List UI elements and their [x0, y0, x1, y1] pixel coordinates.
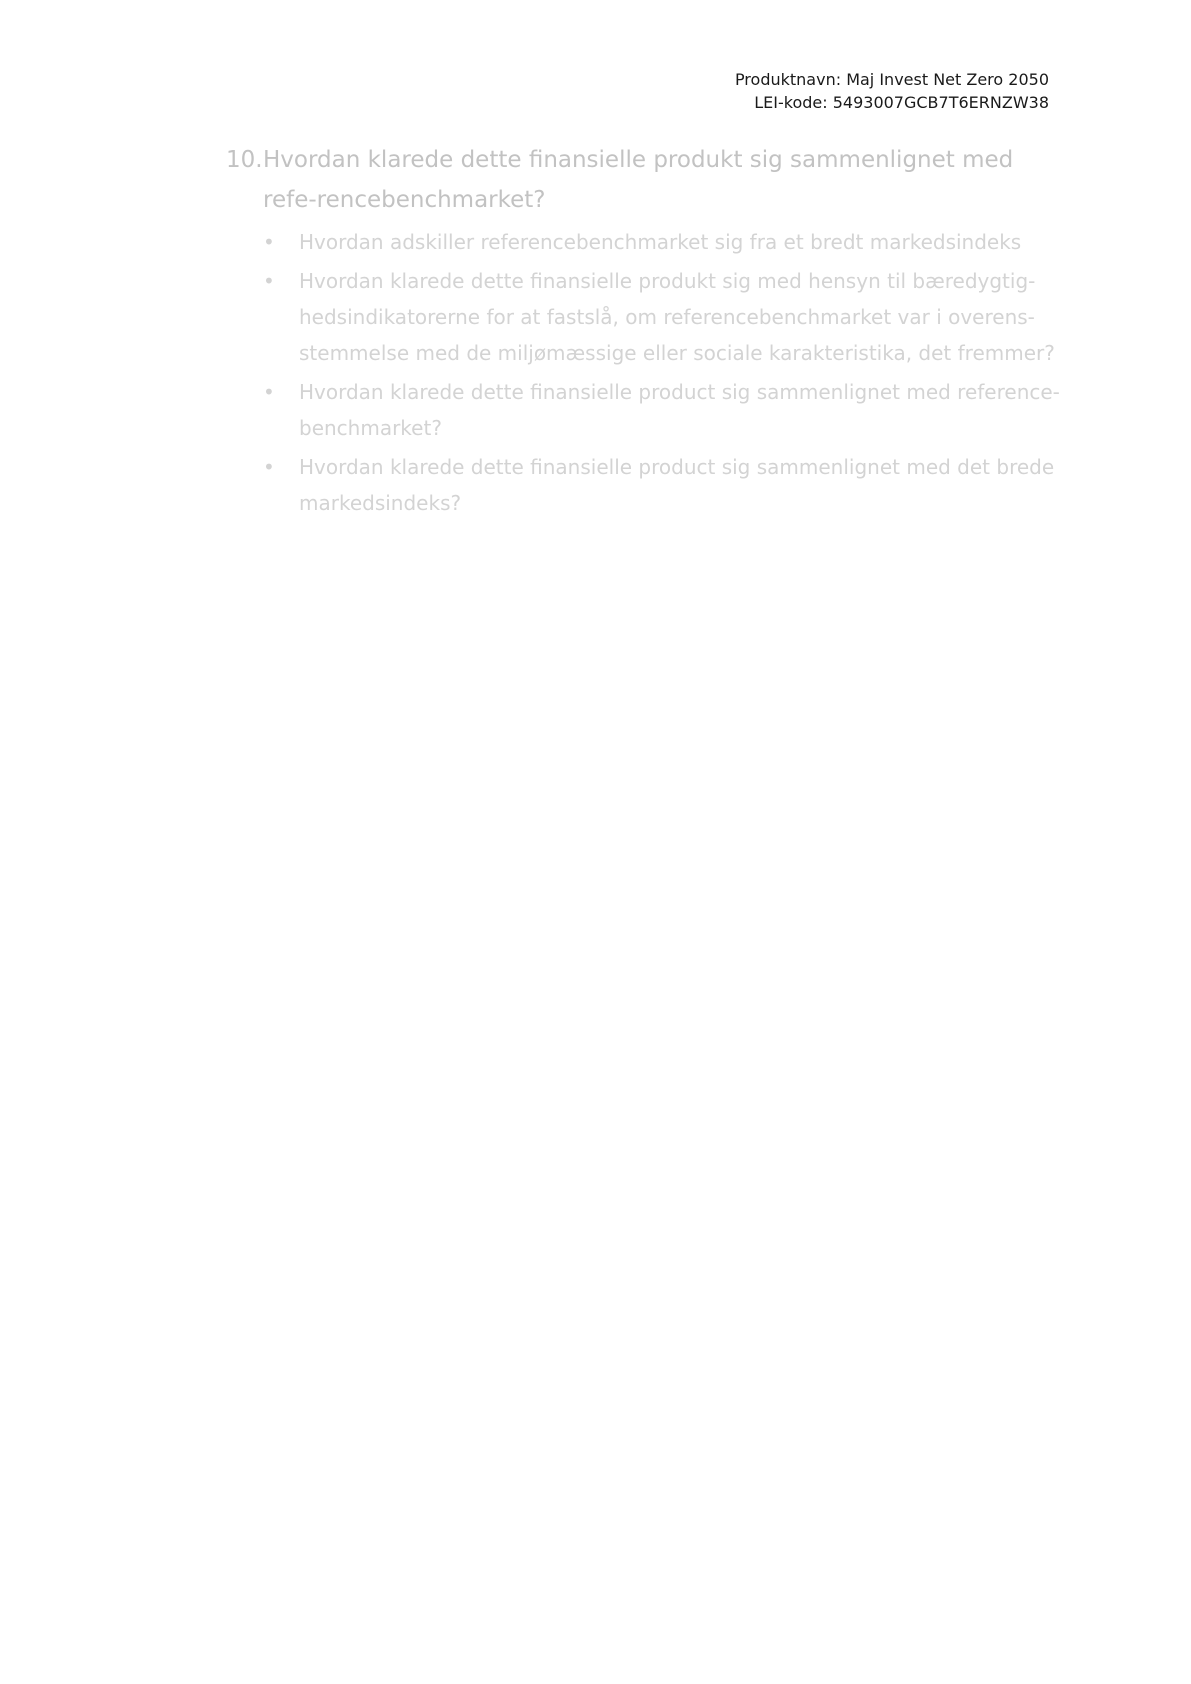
bullet-icon: • [263, 380, 275, 404]
section-heading [226, 140, 1066, 220]
question-text: Hvordan klarede dette finansielle produkt sig med hensyn til bæredygtig-hedsindikatorerne for at fastslå, om referencebenchmarket var i overens-stemmelse med de miljømæssige eller sociale karakteristika, det fremmer? [299, 269, 1055, 365]
product-name: Produktnavn: Maj Invest Net Zero 2050 [734, 70, 1049, 89]
list-item [263, 374, 1066, 446]
list-item [263, 263, 1066, 371]
bullet-icon: • [263, 455, 275, 479]
lei-code: LEI-kode: 5493007GCB7T6ERNZW38 [754, 93, 1049, 112]
question-text: Hvordan klarede dette finansielle product sig sammenlignet med reference-benchmarket? [299, 380, 1060, 440]
question-text: Hvordan adskiller referencebenchmarket sig fra et bredt markedsindeks [299, 230, 1022, 254]
question-list [226, 224, 1066, 521]
section-title: Hvordan klarede dette finansielle produkt sig sammenlignet med refe-rencebenchmarket? [263, 147, 1014, 213]
document-header [735, 68, 1049, 114]
bullet-icon: • [263, 269, 275, 293]
list-item [263, 224, 1066, 260]
section-number: 10. [226, 147, 263, 173]
bullet-icon: • [263, 230, 275, 254]
section-10 [226, 140, 1066, 524]
list-item [263, 449, 1066, 521]
question-text: Hvordan klarede dette finansielle product sig sammenlignet med det brede markedsindeks? [299, 455, 1055, 515]
